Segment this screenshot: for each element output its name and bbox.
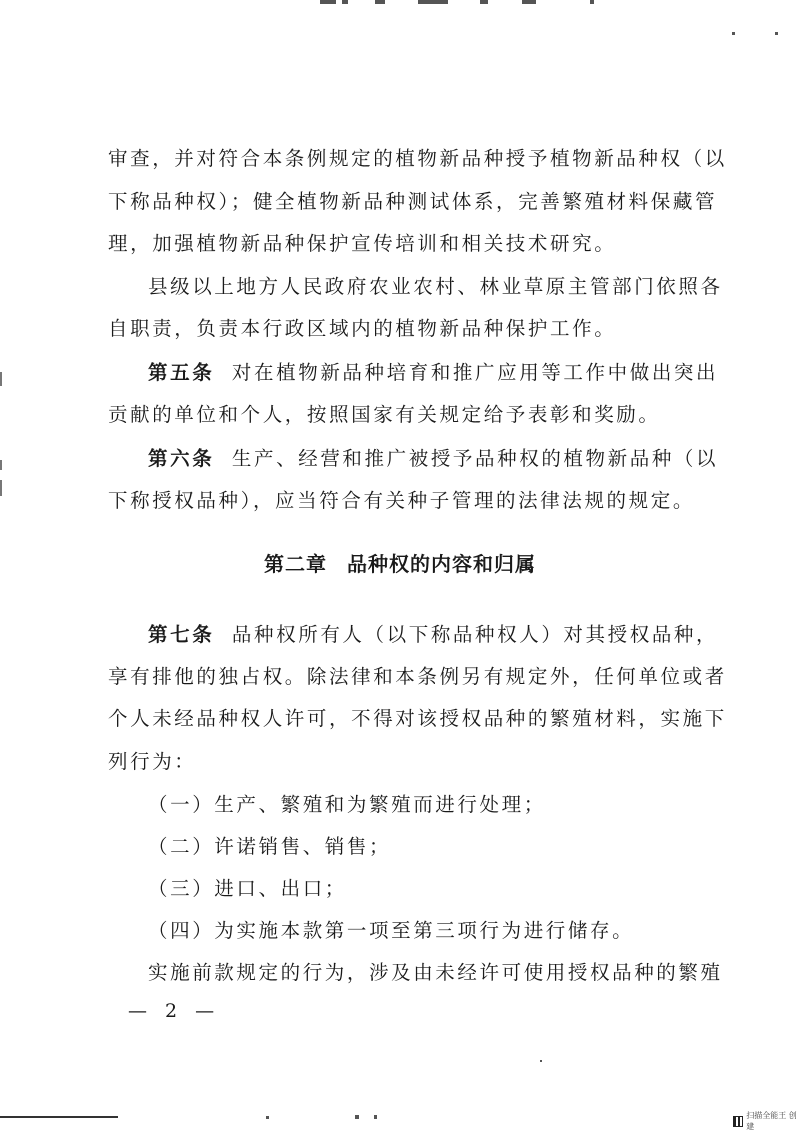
- text-run: 对在植物新品种培育和推广应用等工作中做出突出: [231, 361, 719, 384]
- scan-speck: [355, 1115, 359, 1119]
- text-line: 县级以上地方人民政府农业农村、林业草原主管部门依照各: [148, 275, 723, 298]
- scan-margin-mark: [0, 460, 2, 470]
- article-6-line: [148, 447, 719, 471]
- text-line: 审查，并对符合本条例规定的植物新品种授予植物新品种权（以: [108, 147, 727, 170]
- text-line: 个人未经品种权人许可，不得对该授权品种的繁殖材料，实施下: [108, 707, 727, 730]
- article-label: 第七条: [148, 623, 215, 646]
- scan-speck: [775, 32, 778, 35]
- list-item: （二）许诺销售、销售；: [148, 835, 392, 858]
- watermark-text: 扫描全能王 创建: [746, 1111, 797, 1131]
- scanner-watermark: [733, 1111, 800, 1131]
- text-line: 自职责，负责本行政区域内的植物新品种保护工作。: [108, 317, 617, 340]
- qr-code-icon: [733, 1116, 743, 1127]
- chapter-heading: [0, 551, 800, 577]
- text-line: 实施前款规定的行为，涉及由未经许可使用授权品种的繁殖: [148, 961, 723, 984]
- article-5-line: [148, 361, 719, 385]
- chapter-number: 第二章: [264, 552, 327, 576]
- article-7-line: [148, 623, 719, 647]
- scan-speck: [732, 32, 735, 35]
- scan-artifact-top: [290, 0, 620, 5]
- list-item: （一）生产、繁殖和为繁殖而进行处理；: [148, 793, 546, 816]
- text-line: 贡献的单位和个人，按照国家有关规定给予表彰和奖励。: [108, 403, 661, 426]
- text-line: 享有排他的独占权。除法律和本条例另有规定外，任何单位或者: [108, 665, 727, 688]
- scan-artifact-bottom-rule: [0, 1116, 118, 1118]
- scan-speck: [374, 1115, 377, 1119]
- text-line: 下称品种权）；健全植物新品种测试体系，完善繁殖材料保藏管: [108, 190, 718, 213]
- article-label: 第六条: [148, 447, 215, 470]
- text-run: 生产、经营和推广被授予品种权的植物新品种（以: [231, 447, 719, 470]
- list-item: （三）进口、出口；: [148, 877, 347, 900]
- scan-speck: [540, 1060, 542, 1062]
- text-line: 下称授权品种），应当符合有关种子管理的法律法规的规定。: [108, 489, 695, 512]
- page-number: — 2 —: [128, 1000, 221, 1022]
- article-label: 第五条: [148, 361, 215, 384]
- chapter-title: 品种权的内容和归属: [347, 552, 536, 576]
- scan-speck: [266, 1116, 269, 1119]
- scan-margin-mark: [0, 372, 2, 386]
- scan-margin-mark: [0, 480, 2, 496]
- text-run: 品种权所有人（以下称品种权人）对其授权品种，: [231, 623, 719, 646]
- text-line: 理，加强植物新品种保护宣传培训和相关技术研究。: [108, 232, 617, 255]
- text-line: 列行为：: [108, 750, 197, 773]
- list-item: （四）为实施本款第一项至第三项行为进行储存。: [148, 919, 635, 942]
